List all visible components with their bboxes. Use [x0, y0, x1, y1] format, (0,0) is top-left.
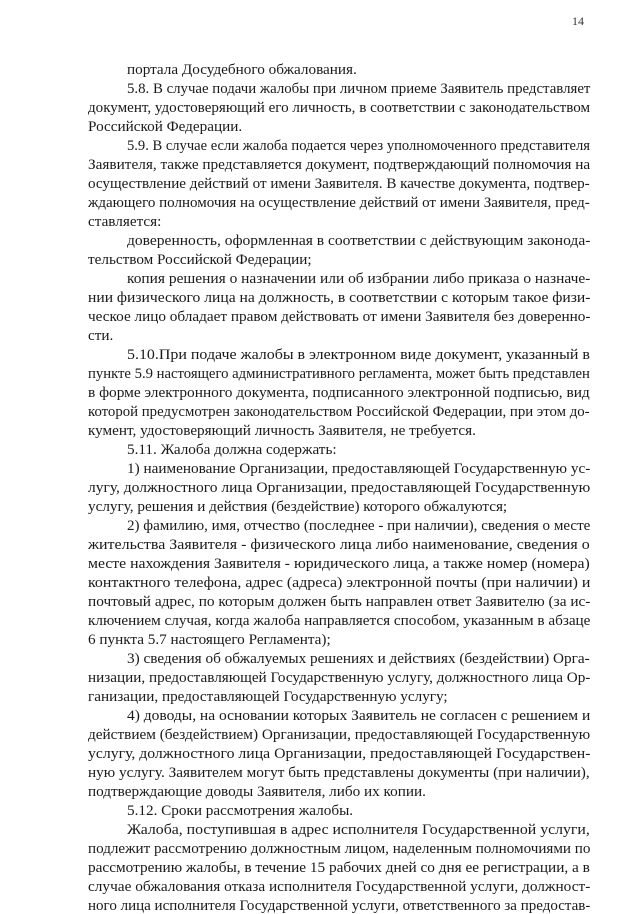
text-line: услугу, должностного лица Организации, предоставляющей Государствен-	[88, 745, 591, 762]
text-line: ждающего полномочия на осуществление действий от имени Заявителя, пред-	[88, 194, 590, 211]
text-line: 4) доводы, на основании которых Заявитель не согласен с решением и	[127, 707, 591, 724]
text-line: документ, удостоверяющий его личность, в соответствии с законодательством	[88, 99, 591, 116]
text-line: пункте 5.9 настоящего административного регламента, может быть представлен	[88, 365, 590, 382]
text-line: ную услугу. Заявителем могут быть представлены документы (при наличии),	[88, 764, 590, 781]
text-line: ставляется:	[88, 213, 162, 230]
text-line: лугу, должностного лица Организации, предоставляющей Государственную	[88, 479, 591, 496]
page-number: 14	[572, 14, 584, 28]
text-line: подлежит рассмотрению должностным лицом, наделенным полномочиями по	[88, 840, 591, 857]
text-line: услугу, решения и действия (бездействие) которого обжалуются;	[88, 498, 508, 515]
text-line: 2) фамилию, имя, отчество (последнее - при наличии), сведения о месте	[127, 517, 591, 534]
text-line: подтверждающие доводы Заявителя, либо их копии.	[88, 783, 426, 800]
text-line: 5.10.При подаче жалобы в электронном виде документ, указанный в	[127, 346, 590, 363]
text-line: копия решения о назначении или об избрании либо приказа о назначе-	[127, 270, 591, 287]
text-line: 5.12. Сроки рассмотрения жалобы.	[127, 802, 354, 819]
text-line: кумент, удостоверяющий личность Заявителя, не требуется.	[88, 422, 476, 439]
text-line: действием (бездействием) Организации, предоставляющей Государственную	[88, 726, 591, 743]
text-line: которой предусмотрен законодательством Российской Федерации, при этом до-	[88, 403, 590, 420]
text-line: доверенность, оформленная в соответствии с действующим законода-	[127, 232, 591, 249]
text-line: 5.8. В случае подачи жалобы при личном приеме Заявитель представляет	[127, 80, 591, 97]
text-line: осуществление действий от имени Заявителя. В качестве документа, подтвер-	[88, 175, 590, 192]
text-line: портала Досудебного обжалования.	[127, 61, 357, 78]
text-line: ческое лицо обладает правом действовать от имени Заявителя без доверенно-	[88, 308, 591, 325]
text-line: низации, предоставляющей Государственную услугу, должностного лица Ор-	[88, 669, 591, 686]
text-line: Российской Федерации.	[88, 118, 243, 135]
text-line: Заявителя, также представляется документ, подтверждающий полномочия на	[88, 156, 591, 173]
text-line: 6 пункта 5.7 настоящего Регламента);	[88, 631, 331, 648]
text-line: контактного телефона, адрес (адреса) электронной почты (при наличии) и	[88, 574, 591, 591]
text-line: ключением случая, когда жалоба направляется способом, указанным в абзаце	[88, 612, 591, 629]
text-line: рассмотрению жалобы, в течение 15 рабочих дней со дня ее регистрации, а в	[88, 859, 590, 876]
text-line: 3) сведения об обжалуемых решениях и действиях (бездействии) Орга-	[127, 650, 590, 667]
text-line: жительства Заявителя - физического лица либо наименование, сведения о	[88, 536, 590, 553]
text-line: тельством Российской Федерации;	[88, 251, 312, 268]
text-line: сти.	[88, 327, 114, 344]
text-line: нии физического лица на должность, в соответствии с которым такое физи-	[88, 289, 591, 306]
text-line: месте нахождения Заявителя - юридического лица, а также номер (номера)	[88, 555, 590, 572]
text-line: 5.9. В случае если жалоба подается через уполномоченного представителя	[127, 137, 590, 154]
text-line: 5.11. Жалоба должна содержать:	[127, 441, 337, 458]
text-line: почтовый адрес, по которым должен быть направлен ответ Заявителю (за ис-	[88, 593, 591, 610]
text-line: 1) наименование Организации, предоставляющей Государственную ус-	[127, 460, 591, 477]
text-line: в форме электронного документа, подписанного электронной подписью, вид	[88, 384, 590, 401]
text-line: ганизации, предоставляющей Государственную услугу;	[88, 688, 448, 705]
text-line: ного лица исполнителя Государственной услуги, ответственного за предостав-	[88, 897, 591, 914]
text-line: Жалоба, поступившая в адрес исполнителя Государственной услуги,	[127, 821, 590, 838]
text-line: случае обжалования отказа исполнителя Государственной услуги, должност-	[88, 878, 591, 895]
